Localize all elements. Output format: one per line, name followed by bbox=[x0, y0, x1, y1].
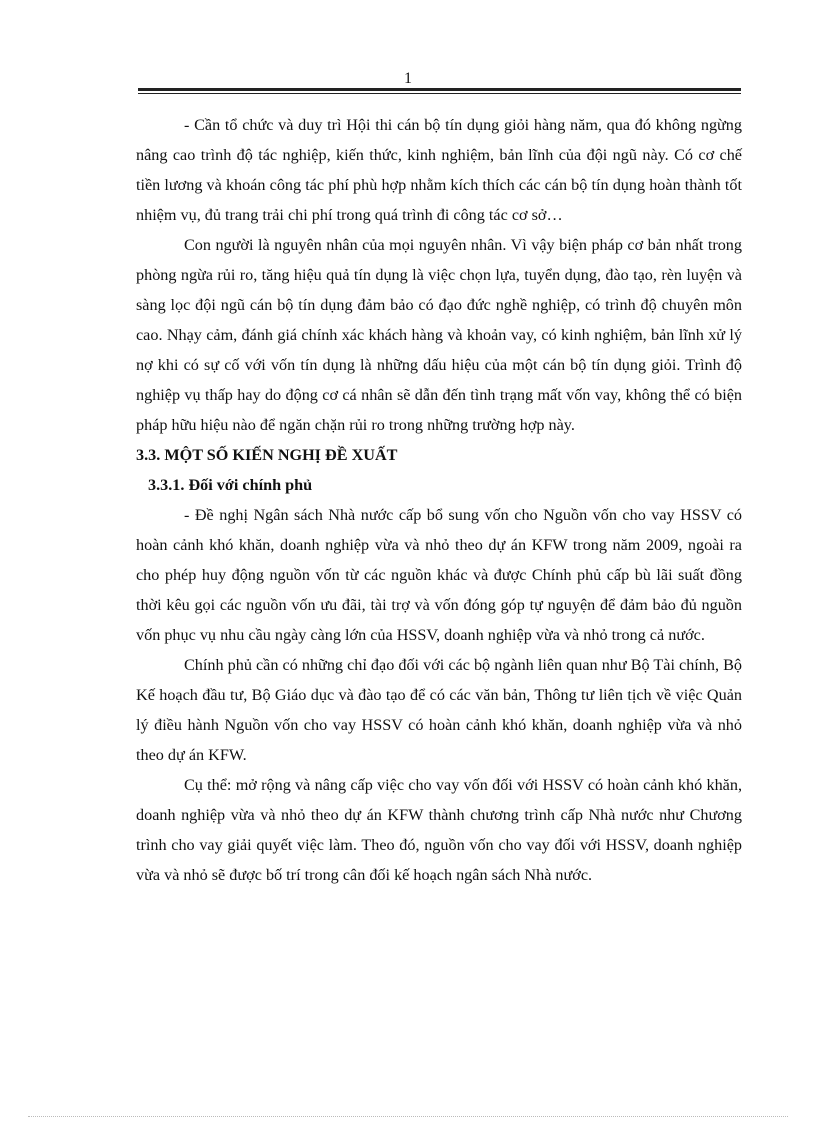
header-rule-thin bbox=[138, 93, 741, 94]
header-rule-thick bbox=[138, 88, 741, 91]
page-bottom-border bbox=[28, 1116, 788, 1117]
document-body bbox=[136, 110, 742, 890]
section-heading: 3.3. MỘT SỐ KIẾN NGHỊ ĐỀ XUẤT bbox=[136, 446, 398, 464]
page-number: 1 bbox=[404, 70, 412, 87]
subsection-heading: 3.3.1. Đối với chính phủ bbox=[148, 476, 313, 494]
paragraph-5: Cụ thể: mở rộng và nâng cấp việc cho vay vốn đối với HSSV có hoàn cảnh khó khăn, doanh nghiệp vừa và nhỏ theo dự án KFW thành chương trình cấp Nhà nước như Chương trình cho vay giải quyết việc làm. Theo đó, nguồn vốn cho vay đối với HSSV, doanh nghiệp vừa và nhỏ sẽ được bố trí trong cân đối kế hoạch ngân sách Nhà nước. bbox=[136, 776, 742, 884]
paragraph-4: Chính phủ cần có những chỉ đạo đối với các bộ ngành liên quan như Bộ Tài chính, Bộ Kế hoạch đầu tư, Bộ Giáo dục và đào tạo để có các văn bản, Thông tư liên tịch về việc Quản lý điều hành Nguồn vốn cho vay HSSV có hoàn cảnh khó khăn, doanh nghiệp vừa và nhỏ theo dự án KFW. bbox=[136, 656, 742, 764]
paragraph-2: Con người là nguyên nhân của mọi nguyên nhân. Vì vậy biện pháp cơ bản nhất trong phòng ngừa rủi ro, tăng hiệu quả tín dụng là việc chọn lựa, tuyển dụng, đào tạo, rèn luyện và sàng lọc đội ngũ cán bộ tín dụng đảm bảo có đạo đức nghề nghiệp, có trình độ chuyên môn cao. Nhạy cảm, đánh giá chính xác khách hàng và khoản vay, có kinh nghiệm, bản lĩnh xử lý nợ khi có sự cố với vốn tín dụng là những dấu hiệu của một cán bộ tín dụng giỏi. Trình độ nghiệp vụ thấp hay do động cơ cá nhân sẽ dẫn đến tình trạng mất vốn vay, không thể có biện pháp hữu hiệu nào để ngăn chặn rủi ro trong những trường hợp này. bbox=[136, 236, 742, 434]
paragraph-1: - Cần tổ chức và duy trì Hội thi cán bộ tín dụng giỏi hàng năm, qua đó không ngừng nâng cao trình độ tác nghiệp, kiến thức, kinh nghiệm, bản lĩnh của đội ngũ này. Có cơ chế tiền lương và khoán công tác phí phù hợp nhằm kích thích các cán bộ tín dụng hoàn thành tốt nhiệm vụ, đủ trang trải chi phí trong quá trình đi công tác cơ sở… bbox=[136, 116, 742, 224]
paragraph-3: - Đề nghị Ngân sách Nhà nước cấp bổ sung vốn cho Nguồn vốn cho vay HSSV có hoàn cảnh khó khăn, doanh nghiệp vừa và nhỏ theo dự án KFW trong năm 2009, ngoài ra cho phép huy động nguồn vốn từ các nguồn khác và được Chính phủ cấp bù lãi suất đồng thời kêu gọi các nguồn vốn ưu đãi, tài trợ và vốn đóng góp tự nguyện để đảm bảo đủ nguồn vốn phục vụ nhu cầu ngày càng lớn của HSSV, doanh nghiệp vừa và nhỏ trong cả nước. bbox=[136, 506, 742, 644]
